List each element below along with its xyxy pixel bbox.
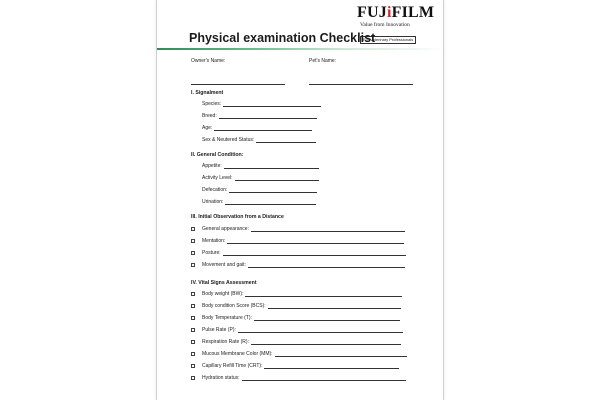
initial-row-movement	[202, 262, 405, 268]
field-label: Species:	[202, 101, 222, 107]
field-label: Mucous Membrane Color (MM):	[202, 351, 273, 357]
capillary-refill-field[interactable]	[264, 364, 399, 369]
checklist-page	[156, 0, 444, 400]
field-label: General appearance:	[202, 226, 249, 232]
body-weight-checkbox[interactable]	[191, 292, 195, 296]
general-appearance-checkbox[interactable]	[191, 227, 195, 231]
field-label: Activity Level:	[202, 175, 233, 181]
field-label: Movement and gait:	[202, 262, 246, 268]
field-label: Appetite:	[202, 163, 222, 169]
field-label: Urination:	[202, 199, 224, 205]
body-weight-field[interactable]	[245, 292, 402, 297]
brand-accent: i	[386, 4, 392, 21]
brand-part2: FILM	[391, 4, 435, 21]
pet-name-label: Pet's Name:	[309, 58, 337, 64]
field-label: Body condition Score (BCS):	[202, 303, 266, 309]
species-field[interactable]	[223, 102, 321, 107]
vitals-row-temperature	[202, 315, 400, 321]
signalment-row-age	[202, 125, 312, 131]
brand-part1: FUJ	[357, 4, 387, 21]
general-appearance-field[interactable]	[251, 227, 405, 232]
capillary-refill-checkbox[interactable]	[191, 364, 195, 368]
breed-field[interactable]	[219, 114, 317, 119]
respiration-rate-checkbox[interactable]	[191, 340, 195, 344]
appetite-field[interactable]	[224, 164, 319, 169]
age-field[interactable]	[214, 126, 312, 131]
defecation-field[interactable]	[229, 188, 317, 193]
movement-gait-field[interactable]	[248, 263, 405, 268]
posture-checkbox[interactable]	[191, 251, 195, 255]
general-row-defecation	[202, 187, 317, 193]
activity-level-field[interactable]	[235, 176, 319, 181]
field-label: Respiration Rate (R):	[202, 339, 249, 345]
brand-subtag: For Veterinary Professionals	[360, 36, 416, 44]
body-condition-checkbox[interactable]	[191, 304, 195, 308]
mucous-membrane-field[interactable]	[275, 352, 407, 357]
vitals-row-crt	[202, 363, 399, 369]
signalment-row-sex	[202, 137, 316, 143]
pulse-rate-checkbox[interactable]	[191, 328, 195, 332]
urination-field[interactable]	[225, 200, 316, 205]
field-label: Pulse Rate (P):	[202, 327, 236, 333]
body-temperature-field[interactable]	[254, 316, 400, 321]
general-row-appetite	[202, 163, 319, 169]
vitals-row-mucous	[202, 351, 407, 357]
vitals-row-pulse	[202, 327, 403, 333]
pet-name-field[interactable]	[309, 84, 413, 85]
vitals-row-body-weight	[202, 291, 402, 297]
owner-name-label: Owner's Name:	[191, 58, 226, 64]
field-label: Defecation:	[202, 187, 228, 193]
hydration-checkbox[interactable]	[191, 376, 195, 380]
field-label: Hydration status:	[202, 375, 240, 381]
section-signalment-title: I. Signalment	[191, 90, 224, 96]
vitals-row-respiration	[202, 339, 401, 345]
field-label: Sex & Neutered Status:	[202, 137, 255, 143]
field-label: Body weight (BW):	[202, 291, 244, 297]
hydration-field[interactable]	[242, 376, 406, 381]
field-label: Breed:	[202, 113, 217, 119]
general-row-urination	[202, 199, 316, 205]
signalment-row-breed	[202, 113, 317, 119]
section-general-title: II. General Condition:	[191, 152, 244, 158]
general-row-activity	[202, 175, 319, 181]
movement-gait-checkbox[interactable]	[191, 263, 195, 267]
brand-tagline: Value from Innovation	[360, 22, 410, 28]
body-temperature-checkbox[interactable]	[191, 316, 195, 320]
initial-row-posture	[202, 250, 406, 256]
respiration-rate-field[interactable]	[251, 340, 401, 345]
page-title: Physical examination Checklist	[189, 31, 376, 45]
field-label: Age:	[202, 125, 213, 131]
mentation-field[interactable]	[227, 239, 404, 244]
section-initial-title: III. Initial Observation from a Distance	[191, 214, 284, 220]
pulse-rate-field[interactable]	[238, 328, 403, 333]
field-label: Posture:	[202, 250, 221, 256]
posture-field[interactable]	[223, 251, 406, 256]
mentation-checkbox[interactable]	[191, 239, 195, 243]
mucous-membrane-checkbox[interactable]	[191, 352, 195, 356]
initial-row-appearance	[202, 226, 405, 232]
section-vitals-title: IV. Vital Signs Assessment	[191, 280, 257, 286]
vitals-row-hydration	[202, 375, 406, 381]
sex-neutered-field[interactable]	[256, 138, 316, 143]
vitals-row-bcs	[202, 303, 401, 309]
accent-divider	[157, 48, 444, 50]
initial-row-mentation	[202, 238, 404, 244]
owner-name-field[interactable]	[191, 84, 285, 85]
brand-wordmark	[357, 5, 437, 21]
field-label: Mentation:	[202, 238, 226, 244]
field-label: Body Temperature (T):	[202, 315, 252, 321]
field-label: Capillary Refill Time (CRT):	[202, 363, 263, 369]
body-condition-field[interactable]	[268, 304, 401, 309]
signalment-row-species	[202, 101, 321, 107]
